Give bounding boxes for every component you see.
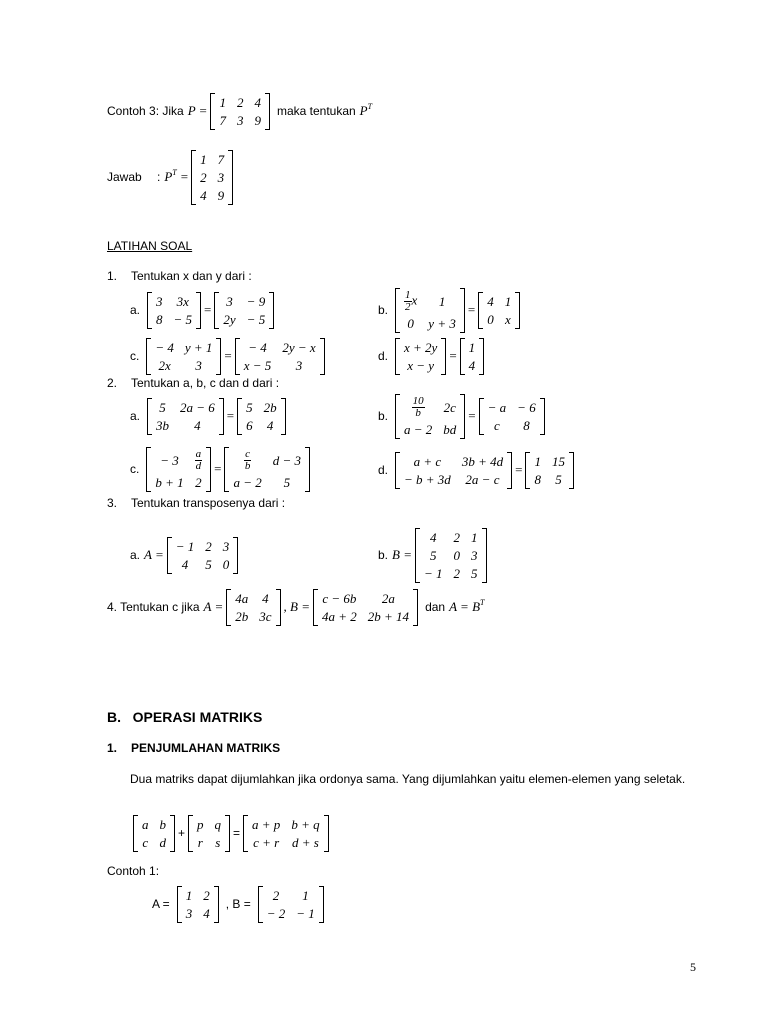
contoh3-label: Contoh 3: Jika xyxy=(107,104,184,118)
jawab-label: Jawab xyxy=(107,170,142,184)
matrix: x + 2y x − y xyxy=(395,338,446,375)
q1b: b. $\frac{1}{2}$ x 1 0 y + 3 = 4 1 0 x xyxy=(378,286,523,334)
q2-prompt: 2. Tentukan a, b, c dan d dari : xyxy=(107,376,280,390)
matrix: c − 6b 2a 4a + 2 2b + 14 xyxy=(313,589,418,626)
matrix: 1 4 xyxy=(460,338,485,375)
fraction: $\frac{1}{2}$ xyxy=(405,288,411,313)
contoh1-label: Contoh 1: xyxy=(107,864,160,878)
matrix: 2 1 − 2 − 1 xyxy=(258,886,324,923)
fraction: $\frac{c}{b}$ xyxy=(244,447,251,472)
jawab-var: $P^T$ xyxy=(164,168,177,184)
q1d: d. x + 2y x − y = 1 4 xyxy=(378,336,487,376)
fraction: $\frac{10}{b}$ xyxy=(412,394,424,419)
matrix-pt: 1 7 2 3 4 9 xyxy=(191,150,233,205)
q1a: a. 3 3x 8 − 5 = 3 − 9 2y − 5 xyxy=(130,290,277,330)
section-b-heading: B. OPERASI MATRIKS xyxy=(107,709,263,725)
matrix: − a − 6 c 8 xyxy=(479,398,545,435)
q1c: c. − 4 y + 1 2x 3 = − 4 2y − x x − 5 3 xyxy=(130,336,328,376)
paragraph-definition: Dua matriks dapat dijumlahkan jika ordonya sama. Yang dijumlahkan yaitu elemen-elemen yang seletak. xyxy=(130,772,686,786)
matrix: 4 2 1 5 0 3 − 1 2 5 xyxy=(415,528,487,583)
contoh3-target: $P^T$ xyxy=(359,102,373,118)
contoh3-row xyxy=(107,92,372,130)
matrix: p q r s xyxy=(188,815,230,852)
q2d: d. a + c 3b + 4d − b + 3d 2a − c = 1 15 8 5 xyxy=(378,450,577,490)
q4: 4. Tentukan c jika A = 4a 4 2b 3c , B = c − 6b 2a 4a + 2 2b + 14 dan $A = B^T$ xyxy=(107,590,485,624)
matrix: $\frac{10}{b}$ 2c a − 2 bd xyxy=(395,394,465,439)
matrix: a + p b + q c + r d + s xyxy=(243,815,329,852)
matrix: 1 2 3 4 xyxy=(177,886,219,923)
q3-prompt: 3. Tentukan transposenya dari : xyxy=(107,496,286,510)
matrix: 1 15 8 5 xyxy=(525,452,574,489)
page-number: 5 xyxy=(690,960,696,974)
matrix: 4 1 0 x xyxy=(478,292,520,329)
jawab-colon: : xyxy=(157,170,161,184)
q3a: a. A = − 1 2 3 4 5 0 xyxy=(130,535,241,575)
q2c: c. − 3 $\frac{a}{d}$ b + 1 2 = $\frac{c}{b}$ d − 3 a − 2 5 xyxy=(130,444,313,494)
matrix: 3 − 9 2y − 5 xyxy=(214,292,274,329)
matrix-p: 1 2 4 7 3 9 xyxy=(210,93,270,130)
fraction: $\frac{a}{d}$ xyxy=(195,447,202,472)
matrix: − 4 y + 1 2x 3 xyxy=(146,338,221,375)
matrix: a b c d xyxy=(133,815,175,852)
subsection-1-heading: 1. PENJUMLAHAN MATRIKS xyxy=(107,741,281,755)
jawab-row xyxy=(107,148,236,206)
q2b: b. $\frac{10}{b}$ 2c a − 2 bd = − a − 6 c 8 xyxy=(378,392,548,440)
addition-formula: a b c d + p q r s = a + p b + q c + r d + s xyxy=(130,813,332,853)
contoh3-middle: maka tentukan xyxy=(276,104,356,118)
jawab-eq: = xyxy=(180,169,189,184)
matrix: − 4 2y − x x − 5 3 xyxy=(235,338,325,375)
q3b: b. B = 4 2 1 5 0 3 − 1 2 5 xyxy=(378,525,490,585)
contoh3-var: P = xyxy=(187,103,208,118)
q1-prompt: 1. Tentukan x dan y dari : xyxy=(107,269,252,283)
matrix: a + c 3b + 4d − b + 3d 2a − c xyxy=(395,452,512,489)
matrix: 3 3x 8 − 5 xyxy=(147,292,201,329)
latihan-title: LATIHAN SOAL xyxy=(107,239,193,253)
contoh1-example: A = 1 2 3 4 , B = 2 1 − 2 − 1 xyxy=(152,884,327,924)
matrix: 5 2a − 6 3b 4 xyxy=(147,398,224,435)
matrix: 4a 4 2b 3c xyxy=(226,589,280,626)
matrix: $\frac{c}{b}$ d − 3 a − 2 5 xyxy=(224,447,310,492)
matrix: 5 2b 6 4 xyxy=(237,398,286,435)
matrix: − 3 $\frac{a}{d}$ b + 1 2 xyxy=(146,447,211,492)
matrix: $\frac{1}{2}$ x 1 0 y + 3 xyxy=(395,288,465,333)
matrix: − 1 2 3 4 5 0 xyxy=(167,537,239,574)
q2a: a. 5 2a − 6 3b 4 = 5 2b 6 4 xyxy=(130,396,289,436)
